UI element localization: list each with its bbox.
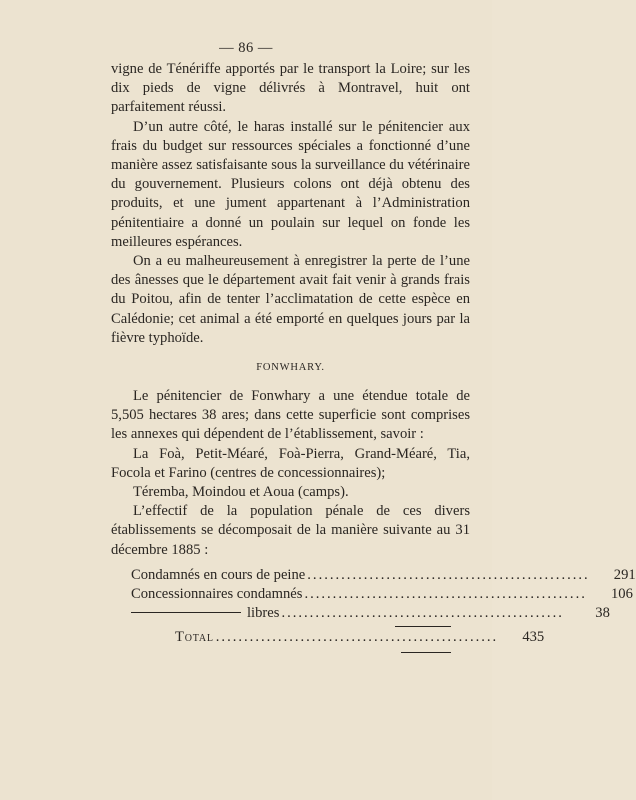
total-row <box>131 628 545 647</box>
paragraph-centres: La Foà, Petit-Méaré, Foà-Pierra, Grand-Méaré, Tia, Focola et Farino (centres de concessionnaires); <box>111 445 470 481</box>
ditto-line <box>131 612 241 613</box>
paragraph-haras: D’un autre côté, le haras installé sur le pénitencier aux frais du budget sur ressources spéciales a fonctionné d’une manière assez satisfaisante sous la surveillance du vétérinaire du gouvernement. Plusieurs colons ont déjà obtenu des produits, et une jument appartenant à l’Administration pénitentiaire a donné un poulain sur lequel on fonde les meilleures espérances. <box>111 118 470 250</box>
total-label: Total <box>175 628 214 645</box>
total-value: 435 <box>522 628 545 645</box>
sum-rule <box>395 626 451 627</box>
table-row <box>131 566 636 585</box>
paragraph-continued: vigne de Ténériffe apportés par le transport la Loire; sur les dix pieds de vigne délivrés à Montravel, huit ont parfaitement réussi. <box>111 61 470 116</box>
section-heading: FONWHARY. <box>256 362 325 374</box>
row-label-libres <box>131 604 279 623</box>
dot-leader: .................................................. <box>304 585 587 602</box>
row-label: Condamnés en cours de peine <box>131 566 306 583</box>
row-label-text: libres <box>247 604 280 621</box>
dot-leader: .................................................. <box>281 604 564 621</box>
paragraph-effectif: L’effectif de la population pénale de ces divers établissements se décomposait de la manière suivante au 31 décembre 1885 : <box>111 503 470 558</box>
row-value: 106 <box>610 585 633 602</box>
page-number: — 86 — <box>219 40 273 56</box>
dot-leader: .................................................. <box>307 566 590 583</box>
paragraph-camps: Téremba, Moindou et Aoua (camps). <box>133 484 349 501</box>
row-value: 38 <box>595 604 610 621</box>
row-value: 291 <box>613 566 636 583</box>
page-body <box>111 60 636 653</box>
paragraph-etendue: Le pénitencier de Fonwhary a une étendue totale de 5,505 hectares 38 ares; dans cette superficie sont comprises les annexes qui dépendent de l’établissement, savoir : <box>111 388 470 443</box>
closing-rule <box>401 652 451 653</box>
row-label: Concessionnaires condamnés <box>131 585 303 602</box>
paragraph-anesses: On a eu malheureusement à enregistrer la perte de l’une des ânesses que le département avait fait venir à grands frais du Poitou, afin de tenter l’acclimatation de cette espèce en Calédonie; cet animal a été emporté en quelques jours par la fièvre typhoïde. <box>111 253 470 346</box>
table-row <box>131 604 610 623</box>
dot-leader: .................................................. <box>215 628 499 645</box>
table-row <box>131 585 633 604</box>
population-table <box>111 566 636 653</box>
